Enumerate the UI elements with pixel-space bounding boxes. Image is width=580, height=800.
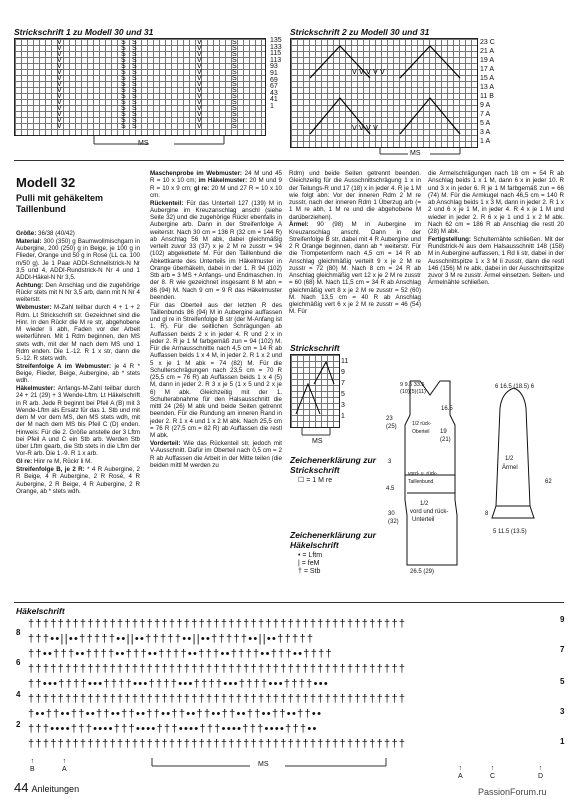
row-number: 43 bbox=[270, 89, 278, 97]
row-label: 19 A bbox=[480, 57, 495, 64]
row-label: 3 A bbox=[480, 129, 491, 136]
legend-haekel-stb: † = Stb bbox=[298, 568, 321, 575]
sleeve-label-8: 8 bbox=[485, 511, 489, 517]
row-label: 11 B bbox=[480, 93, 494, 100]
haekel-row-8: †††••||••†††††••||••†††††••||••†††††••||••††††† bbox=[28, 633, 315, 645]
section-divider-top bbox=[14, 160, 564, 161]
paragraph: Fertigstellung: Schulternähte schließen. Mit der Rundstrick-N aus dem Halsausschnitt 148 (158) M in Aubergine auffassen, 1 Rd li str, dabei in der Ausschnittspitze 1 x 3 M li zusstr, dann die restl 146 (156) M re abk, dabei in der Ausschnittspitze zuvor 3 M re zusstr. Ärmel einsetzen. Seiten- und Ärmelnähte schließen. bbox=[428, 235, 564, 287]
haekel-title: Häkelschrift bbox=[16, 606, 65, 616]
row-number: 5 bbox=[560, 677, 565, 686]
small-chart-rows bbox=[341, 356, 348, 422]
arrow-a-right: ↑ A bbox=[458, 765, 463, 780]
row-number: 67 bbox=[270, 83, 278, 91]
haekel-row-7: ††••†††••††††••†††••††††••†††••††††••†††••†††† bbox=[28, 648, 333, 660]
row-number: 7 bbox=[560, 645, 565, 654]
small-chart-ms-label: MS bbox=[312, 438, 323, 445]
haekel-row-4: ††††††††††††††††††††††††††††††††††††††††††††††††††† bbox=[28, 693, 407, 705]
chart2-title: Strickschrift 2 zu Modell 30 und 31 bbox=[290, 27, 430, 37]
paragraph: die Ärmelschrägungen nach 18 cm = 54 R ab Anschlag beids 1 x 1 M, dann 6 x in jeder 10. R und 3 x in jeder 6. R je 1 M farbgemäß zun = 66 (74) M. Für die Armkugel nach 46,5 cm = 140 R ab Anschlag beids 1 x 3 M, dann in jeder 2. R 1 x 2 und 6 x je 1 M, in jeder 4. R 4 x je 1 M und wieder in jeder 2. R 6 x je 1 und 1 x 2 M abk. Nach 62 cm = 186 R ab Anschlag die restl 20 (28) M abk. bbox=[428, 170, 564, 235]
haekel-row-6: ††††††††††††††††††††††††††††††††††††††††††††††††††† bbox=[28, 663, 407, 675]
row-number: 8 bbox=[16, 628, 21, 637]
row-number: 113 bbox=[270, 56, 282, 64]
haekel-row-5: ††•••††††•••††††•••††††•••††††•••††††•••††††••• bbox=[28, 678, 330, 690]
row-number: 3 bbox=[341, 402, 345, 409]
haekel-row-2: †††••••†††••••†††••••†††••••†††••••†††••••†††•• bbox=[28, 723, 318, 735]
sleeve-label-top: 6 16.5 (18.5) 6 bbox=[495, 384, 535, 390]
svg-text:V V V V: V V V V bbox=[352, 124, 378, 132]
legend-haekel-title: Zeichenerklärung zur Häkelschrift bbox=[290, 530, 376, 550]
arrow-d: ↑ D bbox=[538, 765, 544, 780]
arrow-up-icon: ↑ bbox=[30, 758, 35, 765]
paragraph: Rückenteil: Für das Unterteil 127 (139) M in Aubergine im Kreuzanschlag anschl (siehe Seite 32) und die zugehörige Rückr ebenfalls in Aubergine arb. Dann in der Streifenfolge A weiterstr. Nach 30 cm = 136 R (32 cm = 144 R) ab Anschlag 56 M abk, dabei gleichmäßig verteilt zuvor 33 (37) x je 2 M re zusstr = 94 (102) abgekettete M. Für den Taillenbund die Abkettkante des Unterteils im Häkelmuster in Orange überhäkeln, dabei in der 1. R 94 (102) Stb arb = 3 MS + Anfangs- und Endmaschen. In der 8. R wie gezeichnet insgesamt 8 M abn = 86 (94) M. Nach 9 cm = 9 R das Häkelmuster beenden. bbox=[150, 199, 282, 301]
row-number: 133 bbox=[270, 43, 282, 51]
body-label-3: 3 bbox=[388, 459, 392, 465]
paragraph: Rdm) und beide Seiten getrennt beenden. Gleichzeitig für die Ausschnittschrägung 1 x in der Teilungs-R und 17 (18) x in jeder 4. R je 1 M wie folgt abn: Vor der inneren Rdm 2 M re zusstr, nach der inneren Rdm 1 Überzug arb (= 1 M re abh, 1 M re und die abgehobene M darüberziehen). bbox=[289, 170, 421, 221]
row-label: 15 A bbox=[480, 75, 495, 82]
haekel-row-1: ††††††††††††††††††††††††††††††††††††††††††††††††††† bbox=[28, 738, 407, 750]
sleeve-schematic bbox=[490, 378, 560, 528]
body-label-vord-rueck: vord und rück- bbox=[410, 509, 449, 515]
haekel-ms-label: MS bbox=[258, 761, 269, 768]
row-label: 21 A bbox=[480, 48, 495, 55]
row-number: 4 bbox=[16, 690, 21, 699]
body-label-unterteil: Unterteil bbox=[412, 517, 435, 523]
page-number: 44 bbox=[14, 780, 29, 795]
text-column-4 bbox=[428, 170, 564, 340]
arrow-c: ↑ C bbox=[490, 765, 496, 780]
row-number: 7 bbox=[341, 380, 345, 387]
text-column-3 bbox=[289, 170, 421, 340]
chart1-ms-label: MS bbox=[138, 140, 149, 147]
page-footer bbox=[14, 780, 79, 795]
row-number: 5 bbox=[341, 391, 345, 398]
row-label: 23 C bbox=[480, 39, 495, 46]
row-label: 9 A bbox=[480, 102, 491, 109]
body-label-taillenbund: vord- u. rück-Taillenbund bbox=[408, 471, 438, 485]
row-label: 17 A bbox=[480, 66, 495, 73]
small-chart-title: Strickschrift bbox=[290, 343, 340, 353]
row-number: 135 bbox=[270, 37, 282, 44]
small-chart-ms-bracket bbox=[290, 428, 340, 438]
row-label: 5 A bbox=[480, 120, 491, 127]
row-number: 3 bbox=[560, 707, 565, 716]
legend-haekel-fem: | = feM bbox=[298, 560, 320, 567]
body-label-width-sub: (10)(5)(11) bbox=[400, 389, 426, 395]
section-divider-bottom bbox=[14, 602, 564, 603]
model-heading: Modell 32 bbox=[16, 175, 76, 190]
arrow-up-icon: ↑ bbox=[538, 765, 543, 772]
row-number: 1 bbox=[341, 413, 345, 420]
small-chart-pattern bbox=[290, 354, 338, 426]
chart2-ms-label: MS bbox=[410, 150, 421, 157]
chart1-row-numbers bbox=[270, 38, 290, 111]
legend-strick-item: ☐ = 1 M re bbox=[298, 477, 333, 484]
watermark: PassionForum.ru bbox=[478, 787, 547, 797]
model-subheading: Pulli mit gehäkeltem Taillenbund bbox=[16, 193, 104, 214]
body-label-oberteil: 1/2 rück-Oberteil bbox=[412, 421, 432, 435]
legend-strick-title: Zeichenerklärung zur Strickschrift bbox=[290, 455, 376, 475]
arrow-b: ↑ B bbox=[30, 758, 35, 773]
paragraph: Vorderteil: Wie das Rückenteil str, jedoch mit V-Ausschnitt. Dafür im Oberteil nach 0,5 cm = 2 R ab Auffassen die Arbeit in der Mitte teilen (die beiden mittl M werden zu bbox=[150, 440, 282, 469]
haekel-ms-bracket bbox=[150, 758, 390, 772]
body-label-bottom-width: 26.5 (29) bbox=[410, 569, 435, 575]
row-number: 115 bbox=[270, 50, 282, 58]
body-label-4-5: 4.5 bbox=[386, 486, 395, 492]
svg-text:V V V V V: V V V V V bbox=[352, 68, 385, 76]
paragraph: Ärmel: 90 (98) M in Aubergine im Kreuzanschlag anschl. Dann in der Streifenfolge B str, dabei mit 4 R Aubergine und 2 R Orange beginnen, dann ab * weiterstr. Für die Trompetenform nach 4,5 cm = 14 R ab Anschlag gleichmäßig verteilt 9 x je 2 M re zusstr = 72 (80) M. Nach 8 cm = 24 R ab Anschlag gleichmäßig vert 12 x je 2 M re zusstr = 60 (68) M. Nach 11,5 cm = 34 R ab Anschlag gleichmäßig vert 8 x je 2 M re zusstr = 52 (60) M. Nach 13,5 cm = 40 R ab Anschlag gleichmäßig vert 6 x je 2 M re zusstr = 46 (54) M. Für bbox=[289, 221, 421, 316]
text-column-1 bbox=[16, 230, 140, 600]
arrow-a-left: ↑ A bbox=[62, 758, 67, 773]
paragraph: Webmuster: M-Zahl teilbar durch 4 + 1 + 2 Rdm. Lt Strickschrift str. Gezeichnet sind die Hinr. In den Rückr die M re str, abgehobene M wieder li abh, Faden vor der Arbeit weiterführen. Mit 1 Rdm beginnen, den MS stets wdh, mit der M nach dem MS und 1 Rdm enden. Die 1.-12. R 1 x str, dann die 5.-12. R stets wdh. bbox=[16, 304, 140, 363]
body-label-16-5: 16.5 bbox=[441, 406, 453, 412]
body-label-30: 30 (32) bbox=[388, 511, 399, 525]
body-label-half: 1/2 bbox=[420, 501, 429, 507]
arrow-up-icon: ↑ bbox=[458, 765, 463, 772]
row-label: 1 A bbox=[480, 138, 491, 145]
row-number: 69 bbox=[270, 76, 278, 84]
row-label: 13 A bbox=[480, 84, 495, 91]
paragraph: Streifenfolge A im Webmuster: je 4 R * Beige, Flieder, Beige, Aubergine, ab * stets wdh. bbox=[16, 362, 140, 385]
row-number: 41 bbox=[270, 96, 278, 104]
paragraph: Material: 300 (350) g Baumwollmischgarn in Aubergine, 200 (250) g in Beige, je 100 g in Flieder, Orange und 50 g in Rosé (LL ca. 100 m/50 g). Je 1 Paar ADDI-Schnellstrick-N Nr 3,5 und 4, ADDI-Rundstrick-N Nr 4 und 1 ADDI-Häkel-N Nr 3,5. bbox=[16, 237, 140, 282]
section-name: Anleitungen bbox=[31, 784, 80, 794]
paragraph: Streifenfolge B, je 2 R: * 4 R Aubergine, 2 R Beige, 4 R Aubergine, 2 R Rosé, 4 R Aubergine, 2 R Beige, 4 R Aubergine, 2 R Orange, ab * stets wdh. bbox=[16, 466, 140, 495]
chart2-ms-bracket bbox=[290, 146, 480, 160]
haekel-row-3: †••††••††••††••††••††••††••††••††••††••††••††•• bbox=[28, 708, 323, 720]
paragraph: Für das Oberteil aus der letzten R des Taillenbunds 86 (94) M in Aubergine auffassen und gl re in Streifenfolge B str (der M-Anfang ist 1. R). Für die seitlichen Schrägungen ab Auffassen beids 2 x in jeder 4. R und 2 x in jeder 2. R je 1 M farbgemäß zun = 94 (102) M. Für die Armausschnitte nach 4,5 cm = 14 R ab Auffassen beids 1 x 4 M, in jeder 2. R 1 x 2 und 5 x je 1 M abk = 74 (82) M. Für die Schulterschrägungen nach 23,5 cm = 70 R (25,5 cm = 76 R) ab Auffassen beids 1 x 4 (5) M, dann in jeder 2. R 3 x je 5 (1 x 5 und 2 x je 6) M abk. Gleichzeitig mit der 1. Schulterabnahme für den Halsausschnitt die mittl 24 (26) M abk und beide Seiten getrennt beenden. Für die Rundung am inneren Rand in jeder 2. R 1 x 4 und 1 x 2 M abk. Nach 25,5 cm = 76 R (27,5 cm = 82 R) ab Auffassen die restl M abk. bbox=[150, 301, 282, 440]
sleeve-label-half: 1/2 bbox=[505, 456, 514, 462]
paragraph: Achtung: Den Anschlag und die zugehörige Rückr stets mit N Nr 3,5 arb, dann mit N Nr 4 weiterstr. bbox=[16, 281, 140, 304]
paragraph: Maschenprobe im Webmuster: 24 M und 45 R = 10 x 10 cm; im Häkelmuster: 20 M und 9 R = 10 x 9 cm; gl re: 20 M und 27 R = 10 x 10 cm. bbox=[150, 170, 282, 199]
row-number: 91 bbox=[270, 69, 278, 77]
paragraph: Gl re: Hinr re M, Rückr li M. bbox=[16, 458, 92, 466]
chart1-symbols: V V V V V V V V V V V V V V V S S S S S S S S S S S S S S S S S S S S S S S S S S S S S S V V V V V V V V V V V V V V V S S S S S S S S S S S S S S S bbox=[57, 40, 237, 130]
text-column-2 bbox=[150, 170, 282, 600]
sleeve-label-62: 62 bbox=[545, 479, 552, 485]
row-number: 93 bbox=[270, 63, 278, 71]
paragraph: Größe: 36/38 (40/42) bbox=[16, 230, 75, 237]
chart1-title: Strickschrift 1 zu Modell 30 und 31 bbox=[14, 27, 154, 37]
legend-haekel-lftm: • = Lftm bbox=[298, 552, 323, 559]
arrow-up-icon: ↑ bbox=[62, 758, 67, 765]
chart2-pattern bbox=[290, 38, 476, 146]
row-number: 1 bbox=[560, 737, 565, 746]
arrow-up-icon: ↑ bbox=[490, 765, 495, 772]
row-number: 1 bbox=[270, 102, 274, 110]
row-number: 11 bbox=[341, 358, 349, 365]
body-label-left-23: 23 (25) bbox=[386, 416, 397, 430]
row-label: 7 A bbox=[480, 111, 491, 118]
paragraph: Häkelmuster: Anfangs-M-Zahl teilbar durch 24 + 21 (29) + 3 Wende-Lftm. Lt Häkelschrift in R arb. Jede R beginnt bei Pfeil A (B) mit 3 Wende-Lftm als Ersatz für das 1. Stb und mit dem M vor dem MS, den MS stets wdh, mit der M nach dem MS bis Pfeil C (D) enden. Hinweis: Für die 2. Größe anstelle der 3 Lftm bei Pfeil A und C ein Stb arb. Werden Stb über Lftm gearb, die Stb stets in die Lftm der Vor-R arb. Die 1.-9. R 1 x arb. bbox=[16, 385, 140, 458]
body-label-width-top: 9 9.5 33.5 bbox=[400, 382, 425, 388]
chart2-row-labels bbox=[480, 38, 495, 146]
body-label-mid-19: 19 (21) bbox=[440, 429, 451, 443]
row-number: 9 bbox=[341, 369, 345, 376]
row-number: 9 bbox=[560, 615, 565, 624]
haekel-row-9: ††††††††††††††††††††††††††††††††††††††††††††††††††† bbox=[28, 618, 407, 630]
haekel-chart bbox=[28, 618, 556, 758]
row-number: 6 bbox=[16, 658, 21, 667]
sleeve-label-bottom: 5 11.5 (13.5) bbox=[493, 529, 527, 535]
row-number: 2 bbox=[16, 720, 21, 729]
sleeve-label-aermel: Ärmel bbox=[502, 465, 518, 471]
